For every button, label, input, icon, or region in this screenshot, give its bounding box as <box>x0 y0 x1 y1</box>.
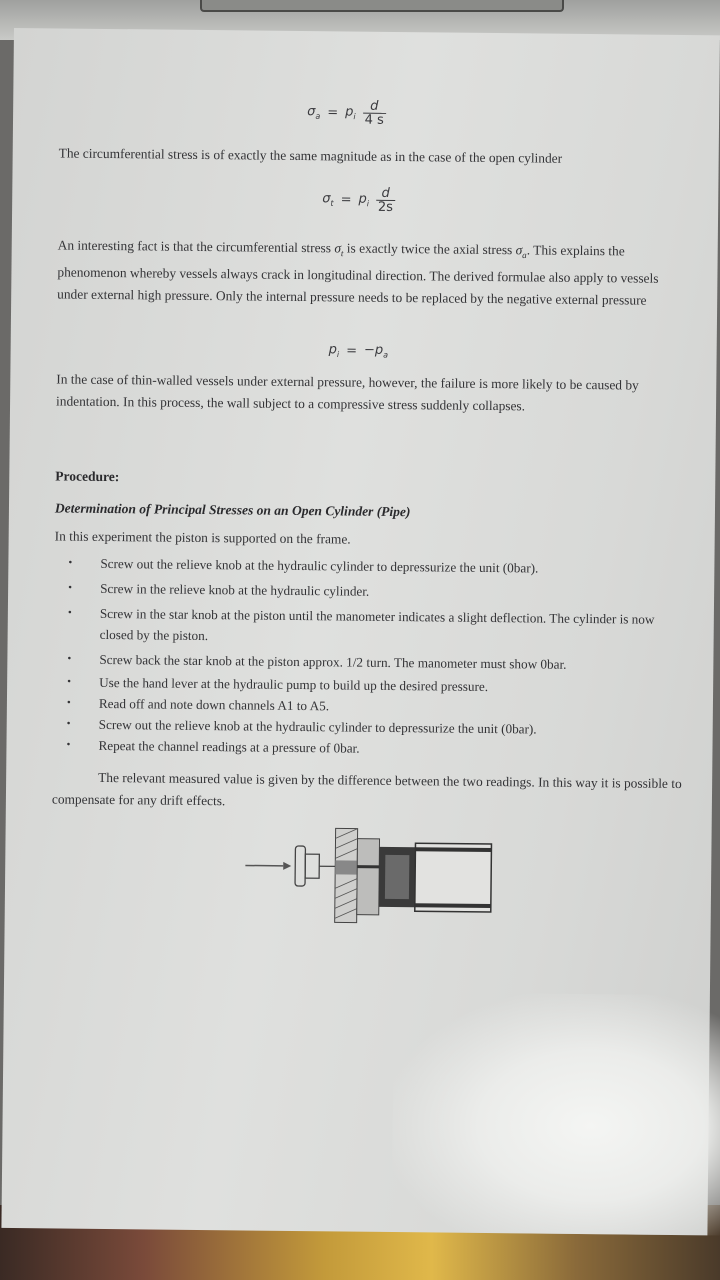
document-page <box>1 28 720 1235</box>
step-item: • Screw back the star knob at the piston approx. 1/2 turn. The manometer must show 0bar. <box>67 649 667 676</box>
piston-cylinder-diagram <box>245 825 496 928</box>
eq2-operator: = <box>340 192 352 208</box>
eq3-operator: = <box>346 343 358 359</box>
eq2-lhs: $\sigma_t$ <box>322 191 334 209</box>
eq1-fraction <box>363 100 386 127</box>
equation-axial-stress <box>307 99 386 127</box>
eq3-lhs: $p_i$ <box>328 342 340 360</box>
paragraph-thin-walled: In the case of thin-walled vessels under external pressure, however, the failure is more likely to be caused by indentation. In this process, the wall subject to a compressive stress suddenly collapses. <box>56 371 639 413</box>
arrow-icon <box>245 861 291 869</box>
star-knob-icon <box>295 846 335 886</box>
eq2-pressure: $p_i$ <box>358 191 370 209</box>
procedure-subheading: Determination of Principal Stresses on an Open Cylinder (Pipe) <box>54 500 411 520</box>
equation-pressure <box>329 342 389 359</box>
light-glare <box>391 992 720 1235</box>
procedure-steps <box>66 553 668 762</box>
symbol-sigma-t: $\sigma_t$ <box>334 240 344 259</box>
step-item: • Repeat the channel readings at a pressure of 0bar. <box>66 735 666 762</box>
piston <box>357 839 416 916</box>
step-item: • Screw in the star knob at the piston until the manometer indicates a slight deflection. The cylinder is now closed by the piston. <box>68 603 668 651</box>
eq2-numerator: d <box>381 185 390 201</box>
eq2-fraction <box>376 187 395 214</box>
eq1-operator: = <box>327 105 339 121</box>
eq2-denominator: 2s <box>377 199 394 215</box>
step-item: • Read off and note down channels A1 to A5. <box>67 693 667 720</box>
step-item: • Use the hand lever at the hydraulic pump to build up the desired pressure. <box>67 672 667 699</box>
procedure-closing: The relevant measured value is given by the difference between the two readings. In this way it is possible to compensate for any drift effects. <box>51 769 682 808</box>
procedure-heading: Procedure: <box>55 468 120 485</box>
step-item: • Screw in the relieve knob at the hydraulic cylinder. <box>68 578 668 605</box>
equation-circumferential-stress <box>322 186 395 214</box>
eq1-denominator: 4 s <box>364 112 384 128</box>
step-item: • Screw out the relieve knob at the hydraulic cylinder to depressurize the unit (0bar). <box>68 553 668 580</box>
p2-text-a: An interesting fact is that the circumferential stress <box>57 237 335 256</box>
eq1-lhs: $\sigma_a$ <box>307 104 321 122</box>
cylinder-pipe <box>415 843 492 912</box>
frame-hatch <box>335 828 358 922</box>
symbol-sigma-a: $\sigma_a$ <box>515 242 527 261</box>
paragraph-interesting-fact <box>57 234 688 311</box>
step-item: • Screw out the relieve knob at the hydraulic cylinder to depressurize the unit (0bar). <box>67 714 667 741</box>
p2-text-c: . This explains the phenomenon whereby vessels always crack in longitudinal direction. The derived formulae also apply to vessels under external high pressure. Only the internal pressure needs to be replaced by the negative external pressure <box>57 242 659 308</box>
clipboard-clip <box>200 0 564 12</box>
procedure-intro: In this experiment the piston is supported on the frame. <box>54 528 351 547</box>
p2-text-b: is exactly twice the axial stress <box>343 240 516 258</box>
eq3-rhs: $-p_a$ <box>363 342 389 360</box>
paragraph-circumferential: The circumferential stress is of exactly the same magnitude as in the case of the open cylinder <box>58 145 563 166</box>
eq1-numerator: d <box>370 98 379 114</box>
eq1-pressure: $p_i$ <box>345 104 356 122</box>
